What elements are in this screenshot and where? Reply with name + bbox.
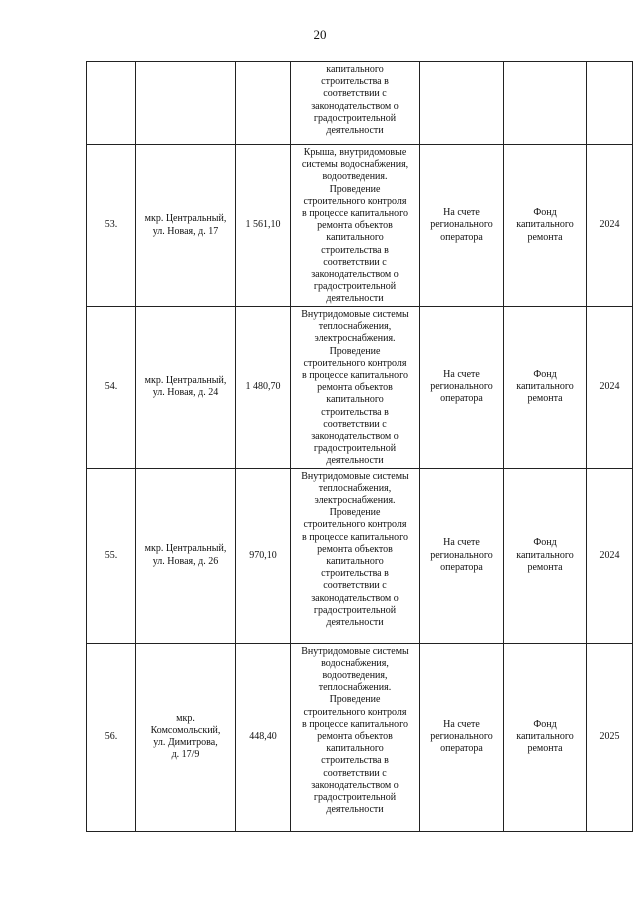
area-cell: 1 480,70 bbox=[236, 307, 291, 469]
row-number-cell: 56. bbox=[87, 643, 136, 831]
work-description-cell: Внутридомовые системы водоснабжения, водоотведения, теплоснабжения. Проведение строительного контроля в процессе капитального ремонта объектов капитального строительства в соответствии с законодательством о градостроительной деятельности bbox=[291, 643, 420, 831]
address-cell: мкр. Центральный, ул. Новая, д. 26 bbox=[136, 468, 236, 643]
address-cell: мкр. Центральный, ул. Новая, д. 17 bbox=[136, 145, 236, 307]
address-cell bbox=[136, 62, 236, 145]
work-description-cell: Внутридомовые системы теплоснабжения, электроснабжения. Проведение строительного контроля в процессе капитального ремонта объектов капитального строительства в соответствии с законодательством о градостроительной деятельности bbox=[291, 468, 420, 643]
funding-source-cell: Фонд капитального ремонта bbox=[504, 307, 587, 469]
account-cell: На счете регионального оператора bbox=[420, 145, 504, 307]
address-cell: мкр. Центральный, ул. Новая, д. 24 bbox=[136, 307, 236, 469]
table-row bbox=[87, 307, 633, 469]
area-cell bbox=[236, 62, 291, 145]
table-row bbox=[87, 643, 633, 831]
year-cell: 2024 bbox=[587, 468, 633, 643]
year-cell: 2025 bbox=[587, 643, 633, 831]
row-number-cell bbox=[87, 62, 136, 145]
year-cell: 2024 bbox=[587, 307, 633, 469]
funding-source-cell: Фонд капитального ремонта bbox=[504, 468, 587, 643]
work-description-cell: Крыша, внутридомовые системы водоснабжения, водоотведения. Проведение строительного контроля в процессе капитального ремонта объектов капитального строительства в соответствии с законодательством о градостроительной деятельности bbox=[291, 145, 420, 307]
page-number: 20 bbox=[313, 27, 327, 42]
row-number-cell: 53. bbox=[87, 145, 136, 307]
work-description-cell: капитального строительства в соответствии с законодательством о градостроительной деятельности bbox=[291, 62, 420, 145]
account-cell: На счете регионального оператора bbox=[420, 307, 504, 469]
account-cell: На счете регионального оператора bbox=[420, 643, 504, 831]
work-description-cell: Внутридомовые системы теплоснабжения, электроснабжения. Проведение строительного контроля в процессе капитального ремонта объектов капитального строительства в соответствии с законодательством о градостроительной деятельности bbox=[291, 307, 420, 469]
funding-source-cell: Фонд капитального ремонта bbox=[504, 643, 587, 831]
table-row bbox=[87, 62, 633, 145]
area-cell: 1 561,10 bbox=[236, 145, 291, 307]
area-cell: 448,40 bbox=[236, 643, 291, 831]
funding-source-cell: Фонд капитального ремонта bbox=[504, 145, 587, 307]
repair-works-table bbox=[86, 61, 633, 832]
year-cell bbox=[587, 62, 633, 145]
table-row bbox=[87, 468, 633, 643]
table-row bbox=[87, 145, 633, 307]
row-number-cell: 54. bbox=[87, 307, 136, 469]
year-cell: 2024 bbox=[587, 145, 633, 307]
address-cell: мкр. Комсомольский, ул. Димитрова, д. 17/9 bbox=[136, 643, 236, 831]
row-number-cell: 55. bbox=[87, 468, 136, 643]
account-cell: На счете регионального оператора bbox=[420, 468, 504, 643]
account-cell bbox=[420, 62, 504, 145]
area-cell: 970,10 bbox=[236, 468, 291, 643]
funding-source-cell bbox=[504, 62, 587, 145]
